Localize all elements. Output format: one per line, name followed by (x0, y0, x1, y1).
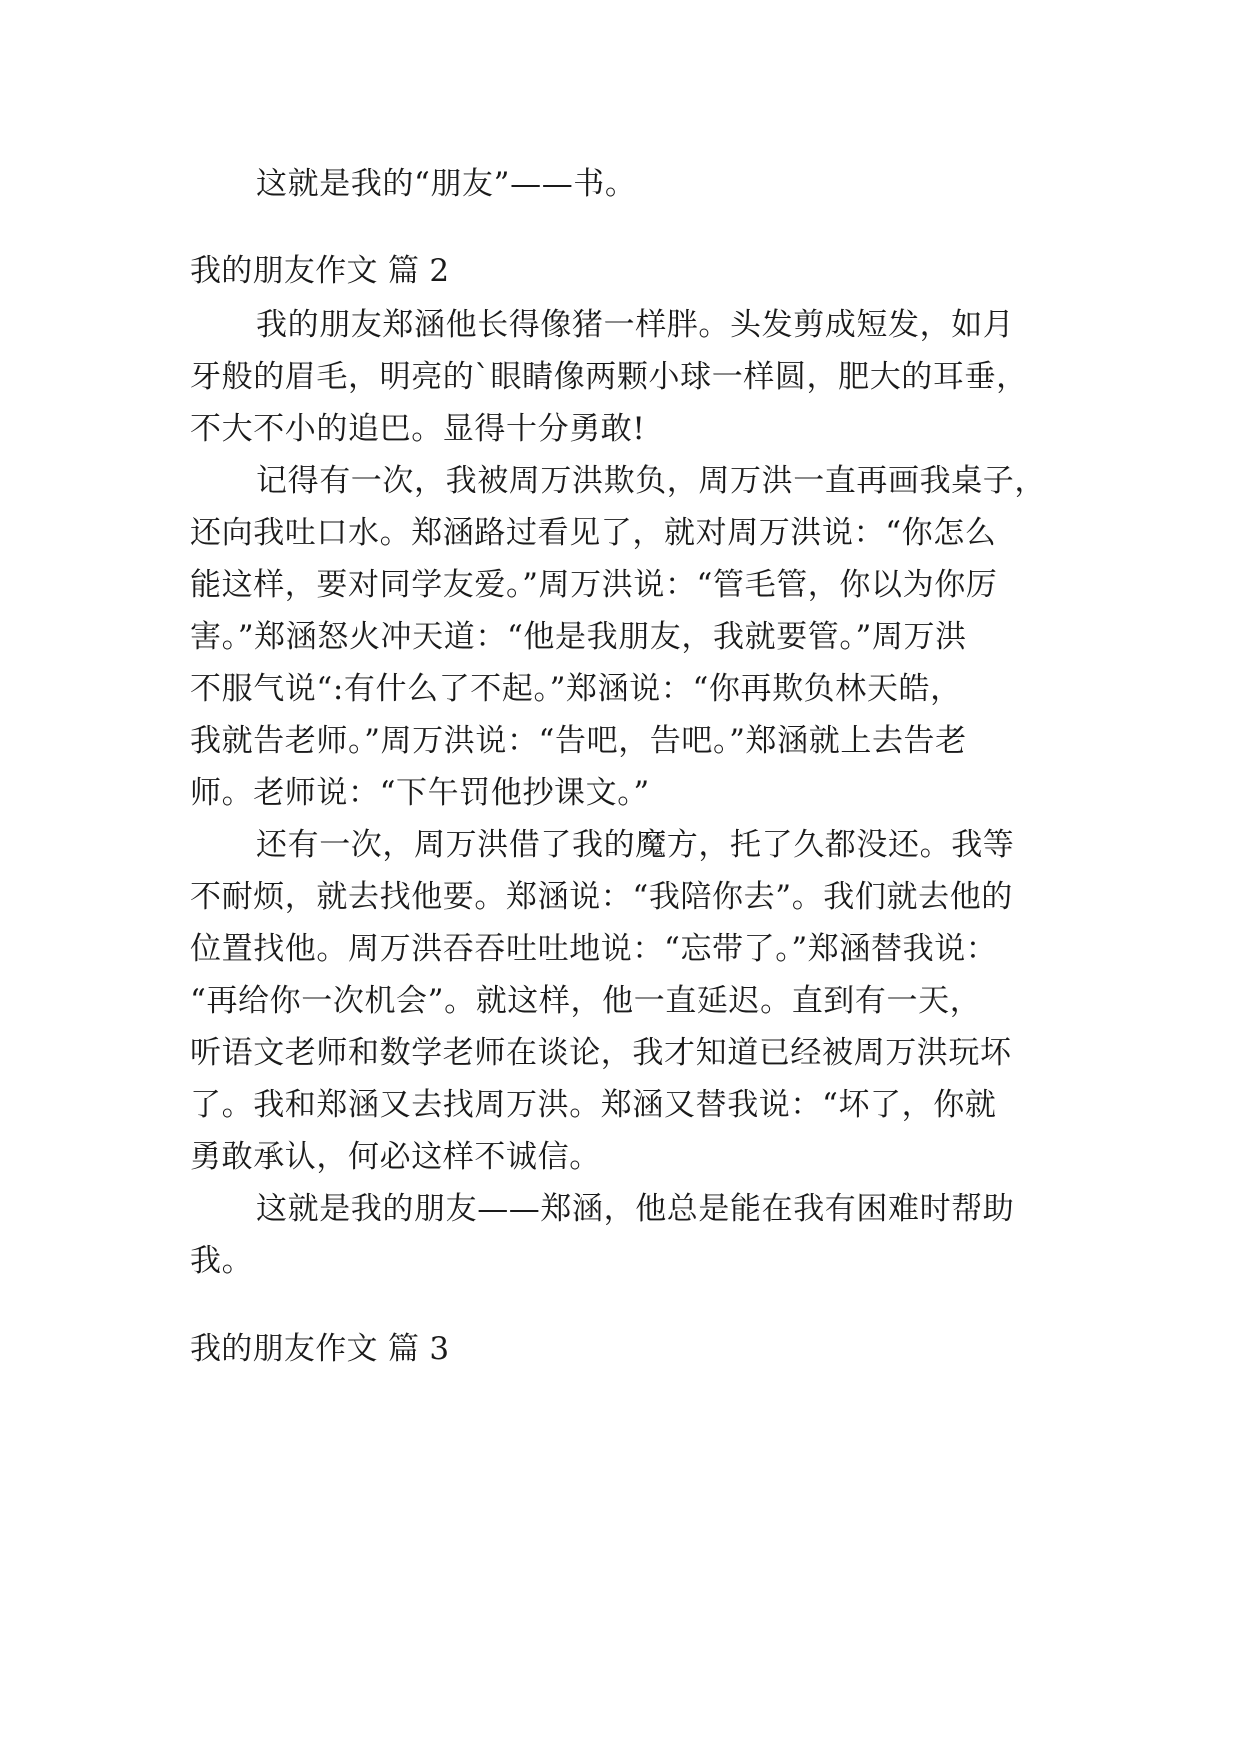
paragraph-line: 还向我吐口水。郑涵路过看见了，就对周万洪说：“你怎么 (190, 515, 997, 551)
paragraph-line: 能这样，要对同学友爱。”周万洪说：“管毛管，你以为你厉 (190, 567, 998, 603)
paragraph-line: 我。 (190, 1243, 254, 1279)
paragraph-line: 不服气说“:有什么了不起。”郑涵说：“你再欺负林天皓， (190, 671, 962, 707)
paragraph-line: 我就告老师。”周万洪说：“告吧，告吧。”郑涵就上去告老 (190, 723, 967, 759)
section-heading: 我的朋友作文 篇 2 (190, 253, 450, 289)
paragraph-line: 了。我和郑涵又去找周万洪。郑涵又替我说：“坏了，你就 (190, 1087, 997, 1123)
paragraph-line: 不大不小的追巴。显得十分勇敢! (190, 411, 646, 447)
paragraph-line: 听语文老师和数学老师在谈论，我才知道已经被周万洪玩坏 (190, 1035, 1012, 1071)
paragraph-line: “再给你一次机会”。就这样，他一直延迟。直到有一天， (190, 983, 982, 1019)
paragraph-line: 我的朋友郑涵他长得像猪一样胖。头发剪成短发，如月 (256, 307, 1015, 343)
paragraph-line: 勇敢承认，何必这样不诚信。 (190, 1139, 601, 1175)
paragraph-line: 不耐烦，就去找他要。郑涵说：“我陪你去”。我们就去他的 (190, 879, 1013, 915)
paragraph-line: 牙般的眉毛，明亮的`眼睛像两颗小球一样圆，肥大的耳垂， (190, 359, 1028, 395)
paragraph-line: 还有一次，周万洪借了我的魔方，托了久都没还。我等 (256, 827, 1015, 863)
paragraph-line: 位置找他。周万洪吞吞吐吐地说：“忘带了。”郑涵替我说： (190, 931, 998, 967)
paragraph-line: 这就是我的朋友——郑涵，他总是能在我有困难时帮助 (256, 1191, 1015, 1227)
section-heading: 我的朋友作文 篇 3 (190, 1331, 450, 1367)
paragraph-line: 害。”郑涵怒火冲天道：“他是我朋友，我就要管。”周万洪 (190, 619, 967, 655)
paragraph-line: 记得有一次，我被周万洪欺负，周万洪一直再画我桌子， (256, 463, 1046, 499)
paragraph-line: 这就是我的“朋友”——书。 (256, 166, 637, 202)
paragraph-line: 师。老师说：“下午罚他抄课文。” (190, 775, 650, 811)
